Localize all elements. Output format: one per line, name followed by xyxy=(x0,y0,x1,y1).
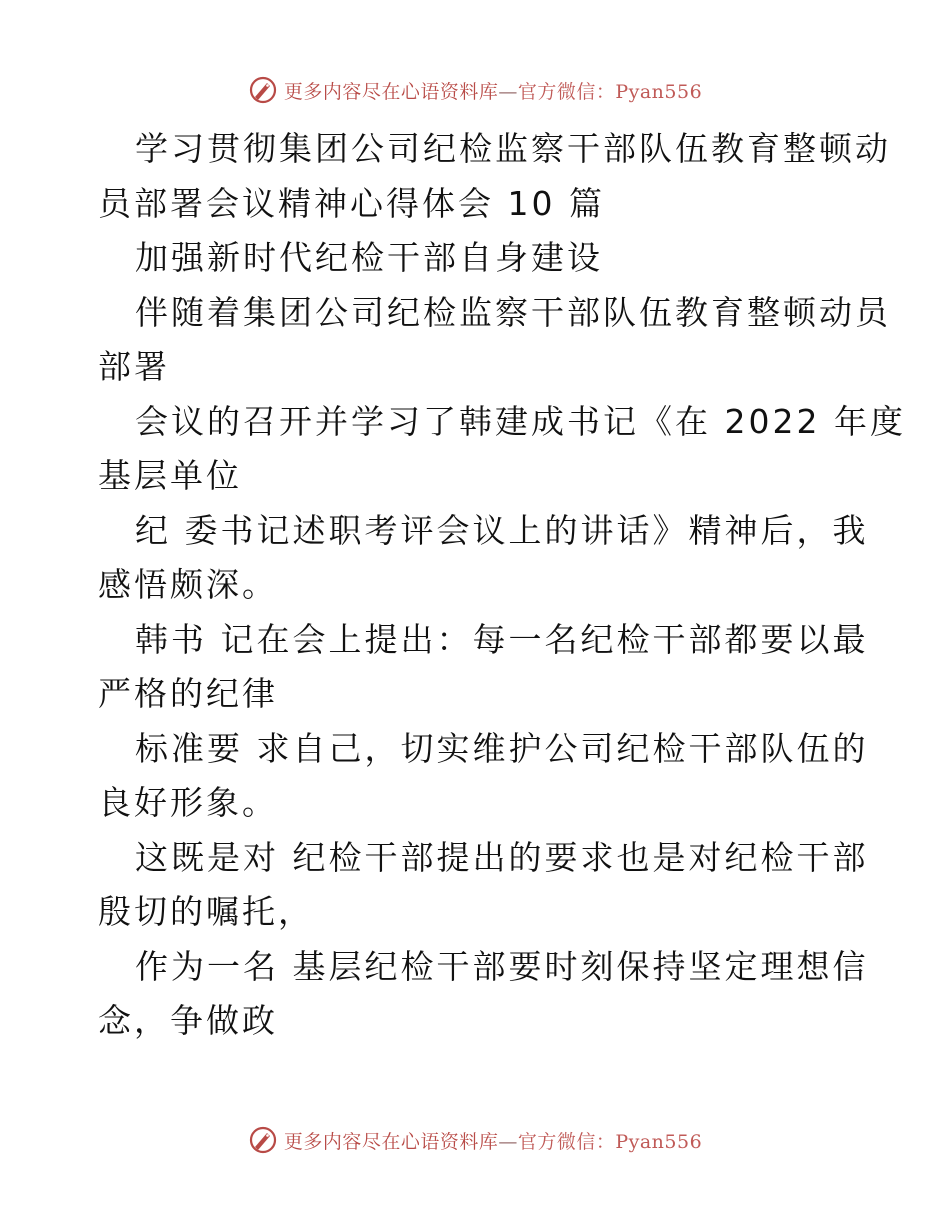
paragraph-line: 感悟颇深。 xyxy=(98,565,278,604)
watermark-dash: — xyxy=(498,80,518,103)
paragraph-line: 念，争做政 xyxy=(98,1001,278,1040)
paragraph-line: 标准要 求自己，切实维护公司纪检干部队伍的 xyxy=(135,728,869,768)
paragraph-line: 基层单位 xyxy=(98,456,242,495)
watermark-wechat-text: 官方微信：Pyan556 xyxy=(517,80,703,103)
paragraph-line: 严格的纪律 xyxy=(98,674,278,713)
paragraph-line: 韩书 记在会上提出：每一名纪检干部都要以最 xyxy=(135,619,869,659)
watermark-wechat-text: 官方微信：Pyan556 xyxy=(517,1130,703,1153)
document-title-line-2: 员部署会议精神心得体会 10 篇 xyxy=(98,183,605,223)
watermark-dash: — xyxy=(498,1130,518,1153)
pen-nib-logo-icon xyxy=(248,75,278,105)
paragraph-line: 良好形象。 xyxy=(98,783,278,822)
watermark-site-text: 更多内容尽在心语资料库 xyxy=(283,1130,499,1153)
document-body xyxy=(98,122,906,1049)
pen-nib-logo-icon xyxy=(248,1125,278,1155)
paragraph-line: 部署 xyxy=(98,347,170,386)
section-heading: 加强新时代纪检干部自身建设 xyxy=(135,238,603,277)
watermark-site-text: 更多内容尽在心语资料库 xyxy=(283,80,499,103)
document-title-line-1: 学习贯彻集团公司纪检监察干部队伍教育整顿动 xyxy=(135,129,891,168)
header-watermark-banner xyxy=(0,70,950,110)
paragraph-line: 伴随着集团公司纪检监察干部队伍教育整顿动员 xyxy=(135,292,891,332)
paragraph-line: 这既是对 纪检干部提出的要求也是对纪检干部 xyxy=(135,837,869,877)
footer-watermark-banner xyxy=(0,1120,950,1160)
paragraph-line: 殷切的嘱托， xyxy=(98,892,314,931)
paragraph-line: 会议的召开并学习了韩建成书记《在 2022 年度 xyxy=(135,401,906,441)
paragraph-line: 作为一名 基层纪检干部要时刻保持坚定理想信 xyxy=(135,946,869,986)
paragraph-line: 纪 委书记述职考评会议上的讲话》精神后，我 xyxy=(135,510,869,550)
